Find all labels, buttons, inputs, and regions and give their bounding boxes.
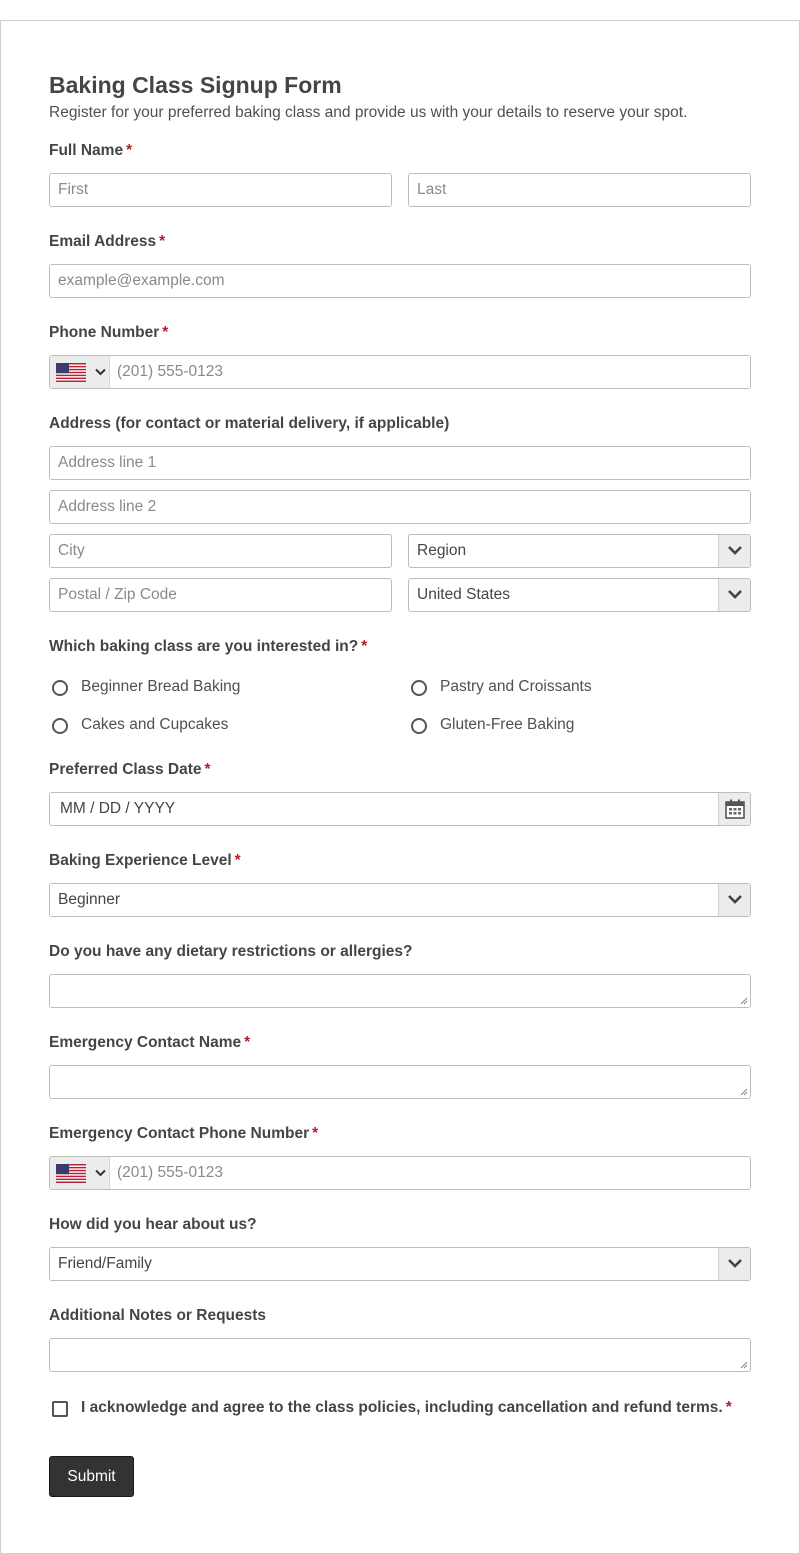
referral-label: How did you hear about us? bbox=[49, 1216, 257, 1233]
dietary-label: Do you have any dietary restrictions or allergies? bbox=[49, 943, 413, 960]
city-input[interactable]: City bbox=[49, 534, 392, 568]
emergency-name-textarea[interactable] bbox=[49, 1065, 751, 1099]
notes-label: Additional Notes or Requests bbox=[49, 1307, 267, 1324]
email-label: Email Address * bbox=[49, 233, 166, 250]
agreement-label: I acknowledge and agree to the class policies, including cancellation and refund terms. * bbox=[81, 1399, 732, 1416]
chevron-down-icon bbox=[95, 368, 106, 376]
radio-label: Pastry and Croissants bbox=[440, 678, 592, 695]
address-line1-input[interactable]: Address line 1 bbox=[49, 446, 751, 480]
form-subtitle: Register for your preferred baking class and provide us with your details to reserve your spot. bbox=[49, 104, 688, 121]
postal-code-input[interactable]: Postal / Zip Code bbox=[49, 578, 392, 612]
experience-label: Baking Experience Level * bbox=[49, 852, 241, 869]
country-code-dropdown[interactable] bbox=[50, 1157, 110, 1189]
agreement-checkbox[interactable] bbox=[52, 1401, 68, 1417]
phone-label: Phone Number * bbox=[49, 324, 169, 341]
radio-label: Beginner Bread Baking bbox=[81, 678, 241, 695]
resize-handle-icon[interactable] bbox=[740, 1361, 748, 1369]
chevron-down-icon bbox=[727, 588, 743, 600]
radio-label: Gluten-Free Baking bbox=[440, 716, 575, 733]
radio-label: Cakes and Cupcakes bbox=[81, 716, 229, 733]
required-marker: * bbox=[126, 142, 133, 159]
referral-select[interactable]: Friend/Family bbox=[49, 1247, 751, 1281]
address-label: Address (for contact or material delivery, if applicable) bbox=[49, 415, 450, 432]
country-code-dropdown[interactable] bbox=[50, 356, 110, 388]
emergency-phone-label: Emergency Contact Phone Number * bbox=[49, 1125, 319, 1142]
form-title: Baking Class Signup Form bbox=[49, 72, 342, 98]
radio-beginner-bread[interactable] bbox=[52, 680, 68, 696]
chevron-down-icon bbox=[727, 544, 743, 556]
resize-handle-icon[interactable] bbox=[740, 1088, 748, 1096]
class-choice-label: Which baking class are you interested in? * bbox=[49, 638, 368, 655]
address-line2-input[interactable]: Address line 2 bbox=[49, 490, 751, 524]
country-select[interactable]: United States bbox=[408, 578, 751, 612]
radio-cakes[interactable] bbox=[52, 718, 68, 734]
phone-input[interactable]: (201) 555-0123 bbox=[49, 355, 751, 389]
class-date-input[interactable]: MM / DD / YYYY bbox=[49, 792, 751, 826]
full-name-label: Full Name * bbox=[49, 142, 133, 159]
first-name-input[interactable]: First bbox=[49, 173, 392, 207]
notes-textarea[interactable] bbox=[49, 1338, 751, 1372]
dietary-textarea[interactable] bbox=[49, 974, 751, 1008]
chevron-down-icon bbox=[95, 1169, 106, 1177]
calendar-button[interactable] bbox=[718, 793, 750, 825]
chevron-down-icon bbox=[727, 893, 743, 905]
submit-button[interactable]: Submit bbox=[49, 1456, 134, 1497]
email-input[interactable]: example@example.com bbox=[49, 264, 751, 298]
experience-select[interactable]: Beginner bbox=[49, 883, 751, 917]
chevron-down-icon bbox=[727, 1257, 743, 1269]
emergency-name-label: Emergency Contact Name * bbox=[49, 1034, 251, 1051]
last-name-input[interactable]: Last bbox=[408, 173, 751, 207]
radio-gluten-free[interactable] bbox=[411, 718, 427, 734]
calendar-icon bbox=[725, 799, 745, 819]
resize-handle-icon[interactable] bbox=[740, 997, 748, 1005]
us-flag-icon bbox=[56, 1164, 86, 1183]
us-flag-icon bbox=[56, 363, 86, 382]
radio-pastry[interactable] bbox=[411, 680, 427, 696]
class-date-label: Preferred Class Date * bbox=[49, 761, 211, 778]
emergency-phone-input[interactable]: (201) 555-0123 bbox=[49, 1156, 751, 1190]
region-select[interactable]: Region bbox=[408, 534, 751, 568]
